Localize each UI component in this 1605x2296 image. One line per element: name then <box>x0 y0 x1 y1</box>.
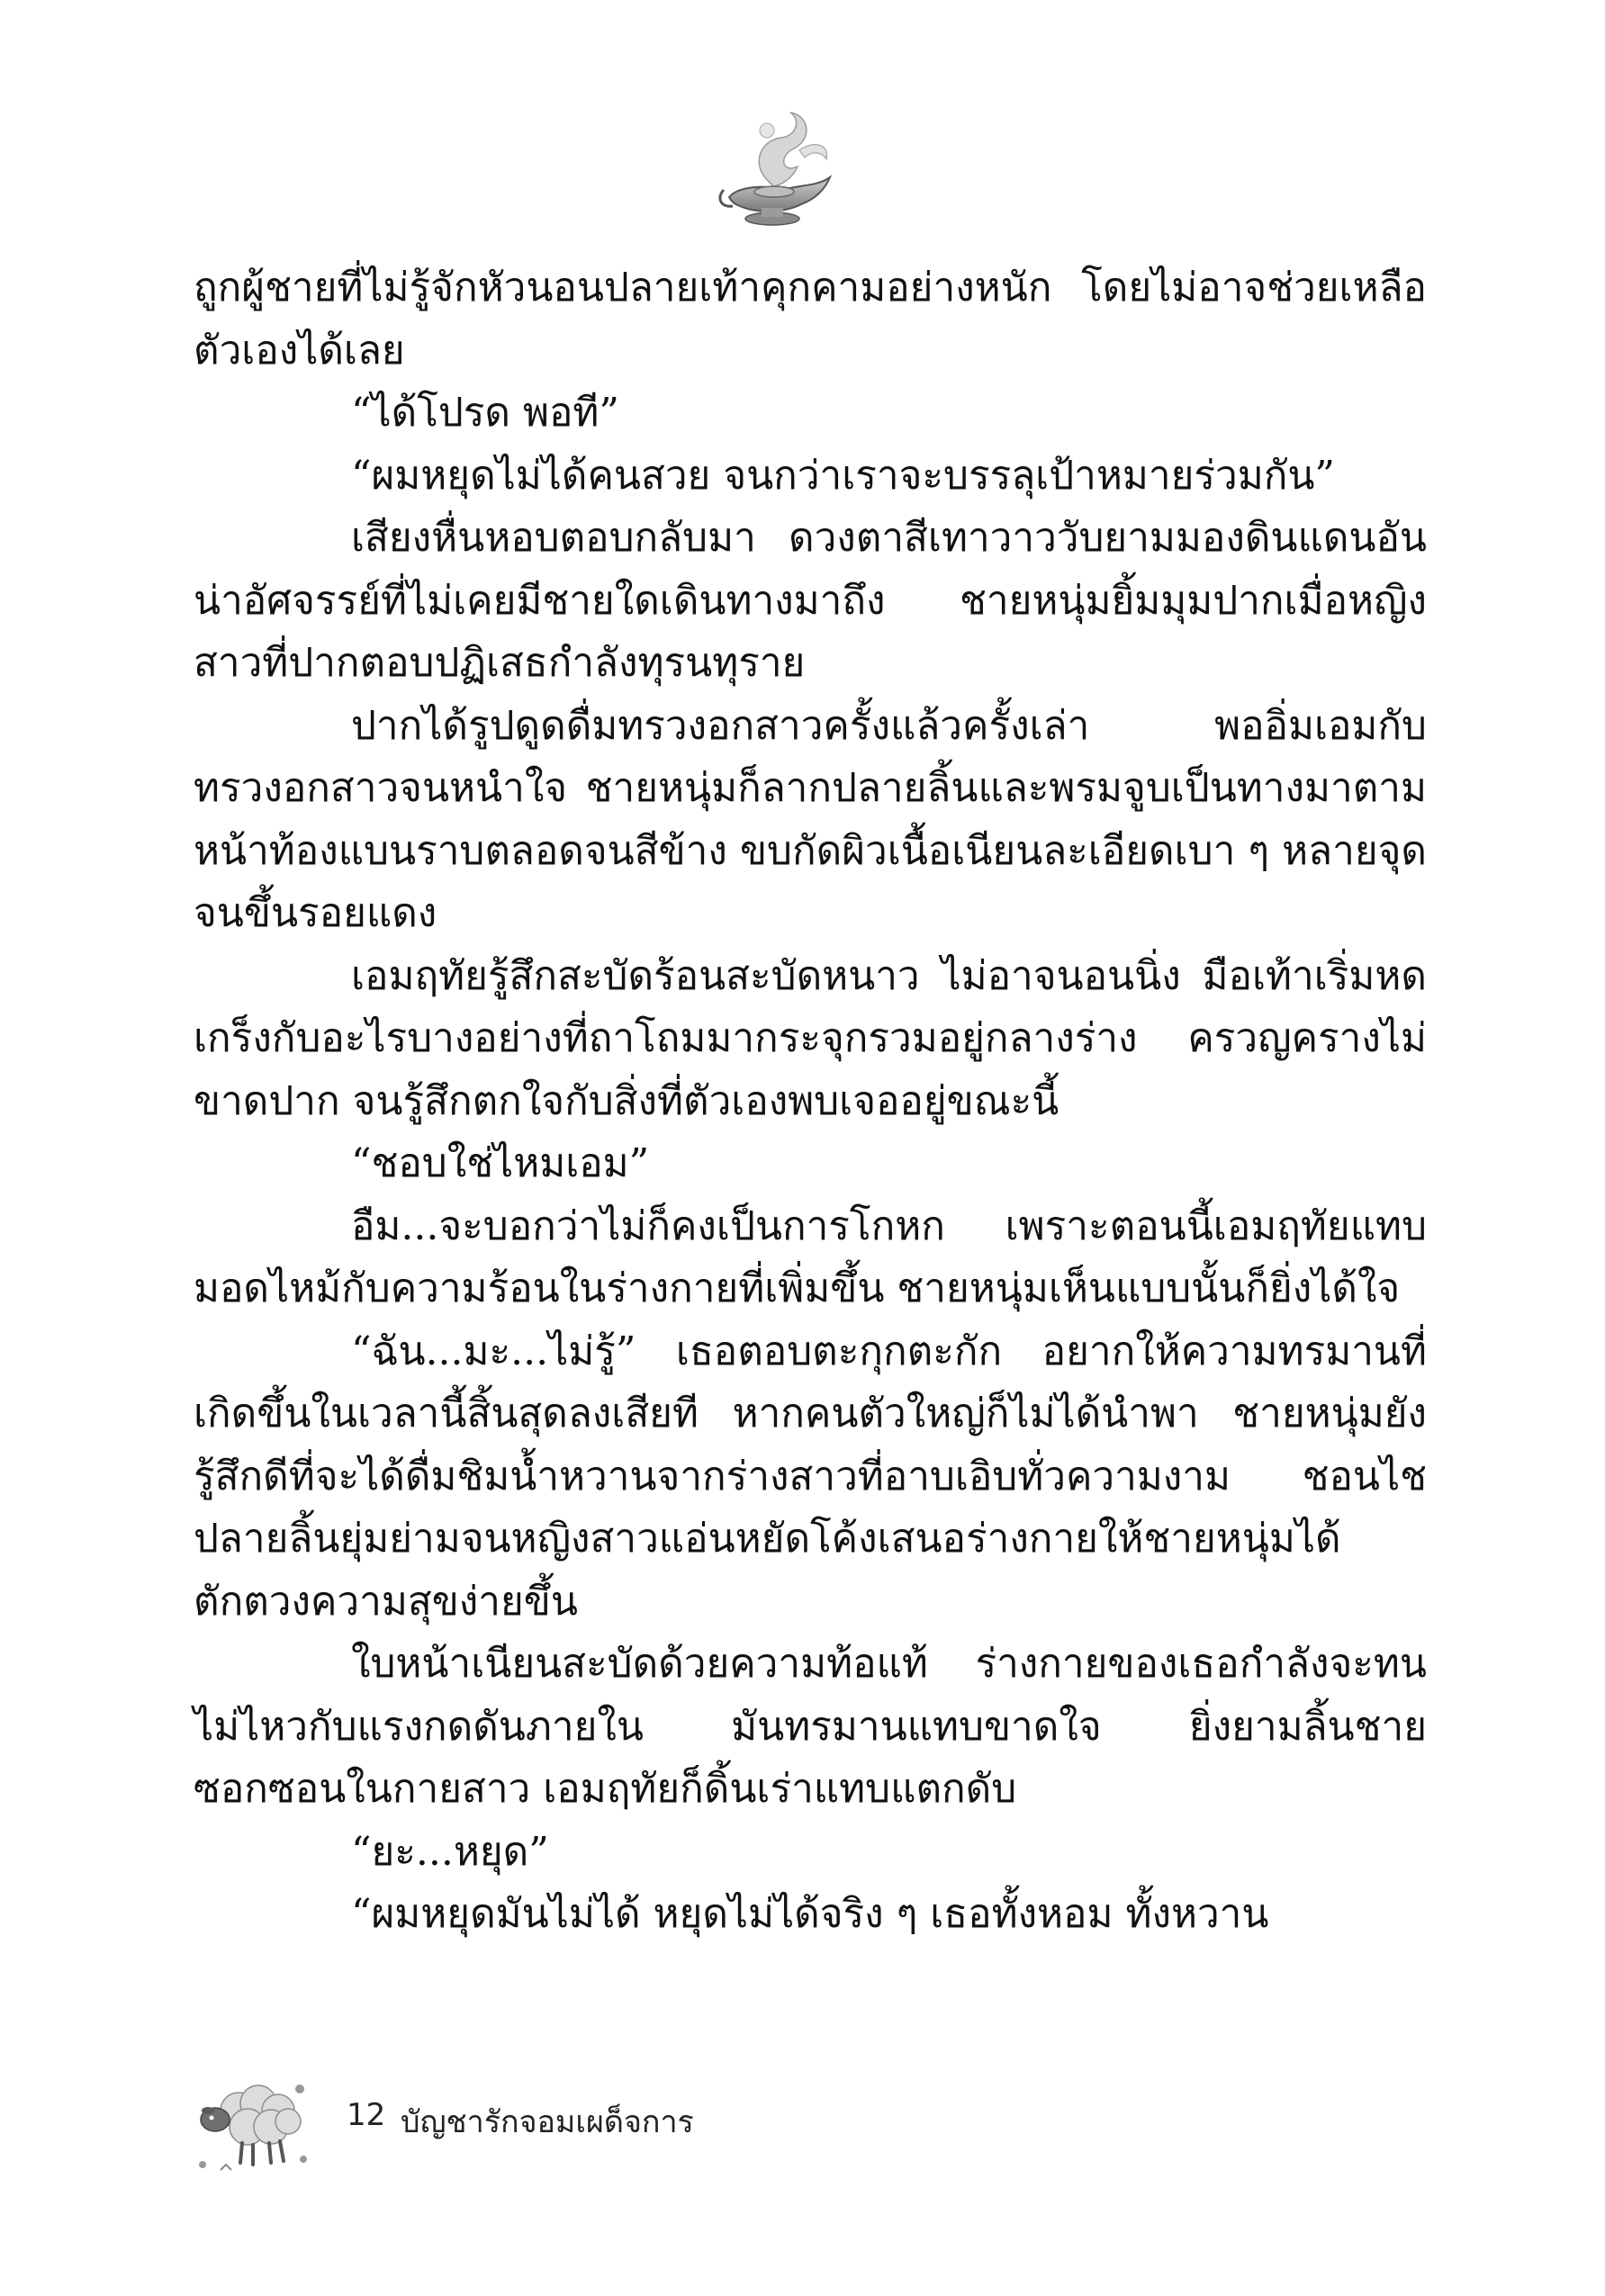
paragraph: เสียงหื่นหอบตอบกลับมา ดวงตาสีเทาวาววับยามมองดินแดนอันน่าอัศจรรย์ที่ไม่เคยมีชายใดเดินทางมาถึง ชายหนุ่มยิ้มมุมปากเมื่อหญิงสาวที่ปากตอบปฏิเสธกำลังทุรนทุราย <box>194 515 1427 686</box>
paragraph: ใบหน้าเนียนสะบัดด้วยความท้อแท้ ร่างกายของเธอกำลังจะทนไม่ไหวกับแรงกดดันภายใน มันทรมานแทบขาดใจ ยิ่งยามลิ้นชายซอกซอนในกายสาว เอมฤทัยก็ดิ้นเร่าแทบแตกดับ <box>194 1641 1427 1812</box>
paragraph: เอมฤทัยรู้สึกสะบัดร้อนสะบัดหนาว ไม่อาจนอนนิ่ง มือเท้าเริ่มหดเกร็งกับอะไรบางอย่างที่ถาโถมมากระจุกรวมอยู่กลางร่าง ครวญครางไม่ขาดปาก จนรู้สึกตกใจกับสิ่งที่ตัวเองพบเจออยู่ขณะนี้ <box>194 952 1427 1124</box>
paragraph: “ยะ...หยุด” <box>351 1828 549 1875</box>
paragraph: “ได้โปรด พอที” <box>351 390 619 436</box>
paragraph: ปากได้รูปดูดดื่มทรวงอกสาวครั้งแล้วครั้งเล่า พออิ่มเอมกับทรวงอกสาวจนหนำใจ ชายหนุ่มก็ลากปลายลิ้นและพรมจูบเป็นทางมาตามหน้าท้องแบนราบตลอดจนสีข้าง ขบกัดผิวเนื้อเนียนละเอียดเบา ๆ หลายจุดจนขึ้นรอยแดง <box>194 702 1427 936</box>
paragraph: “ฉัน...มะ...ไม่รู้” เธอตอบตะกุกตะกัก อยากให้ความทรมานที่เกิดขึ้นในเวลานี้สิ้นสุดลงเสียที หากคนตัวใหญ่ก็ไม่ได้นำพา ชายหนุ่มยังรู้สึกดีที่จะได้ดื่มชิมน้ำหวานจากร่างสาวที่อาบเอิบทั่วความงาม ชอนไชปลายลิ้นยุ่มย่ามจนหญิงสาวแอ่นหยัดโค้งเสนอร่างกายให้ชายหนุ่มได้ตักตวงความสุขง่ายขึ้น <box>194 1328 1427 1625</box>
book-title: บัญชารักจอมเผด็จการ <box>401 2104 694 2140</box>
paragraph: “ชอบใช่ไหมเอม” <box>351 1140 650 1186</box>
body-text <box>194 257 1427 1946</box>
page-footer <box>185 2066 815 2183</box>
paragraph: ถูกผู้ชายที่ไม่รู้จักหัวนอนปลายเท้าคุกคามอย่างหนัก โดยไม่อาจช่วยเหลือตัวเองได้เลย <box>194 265 1427 374</box>
paragraph: “ผมหยุดมันไม่ได้ หยุดไม่ได้จริง ๆ เธอทั้งหอม ทั้งหวาน <box>351 1891 1269 1937</box>
paragraph: “ผมหยุดไม่ได้คนสวย จนกว่าเราจะบรรลุเป้าหมายร่วมกัน” <box>351 452 1335 499</box>
genie-lamp-icon <box>711 104 846 239</box>
page-number: 12 <box>347 2097 386 2133</box>
paragraph: อืม...จะบอกว่าไม่ก็คงเป็นการโกหก เพราะตอนนี้เอมฤทัยแทบมอดไหม้กับความร้อนในร่างกายที่เพิ่มขึ้น ชายหนุ่มเห็นแบบนั้นก็ยิ่งได้ใจ <box>194 1202 1427 1311</box>
sheep-icon <box>185 2066 320 2178</box>
